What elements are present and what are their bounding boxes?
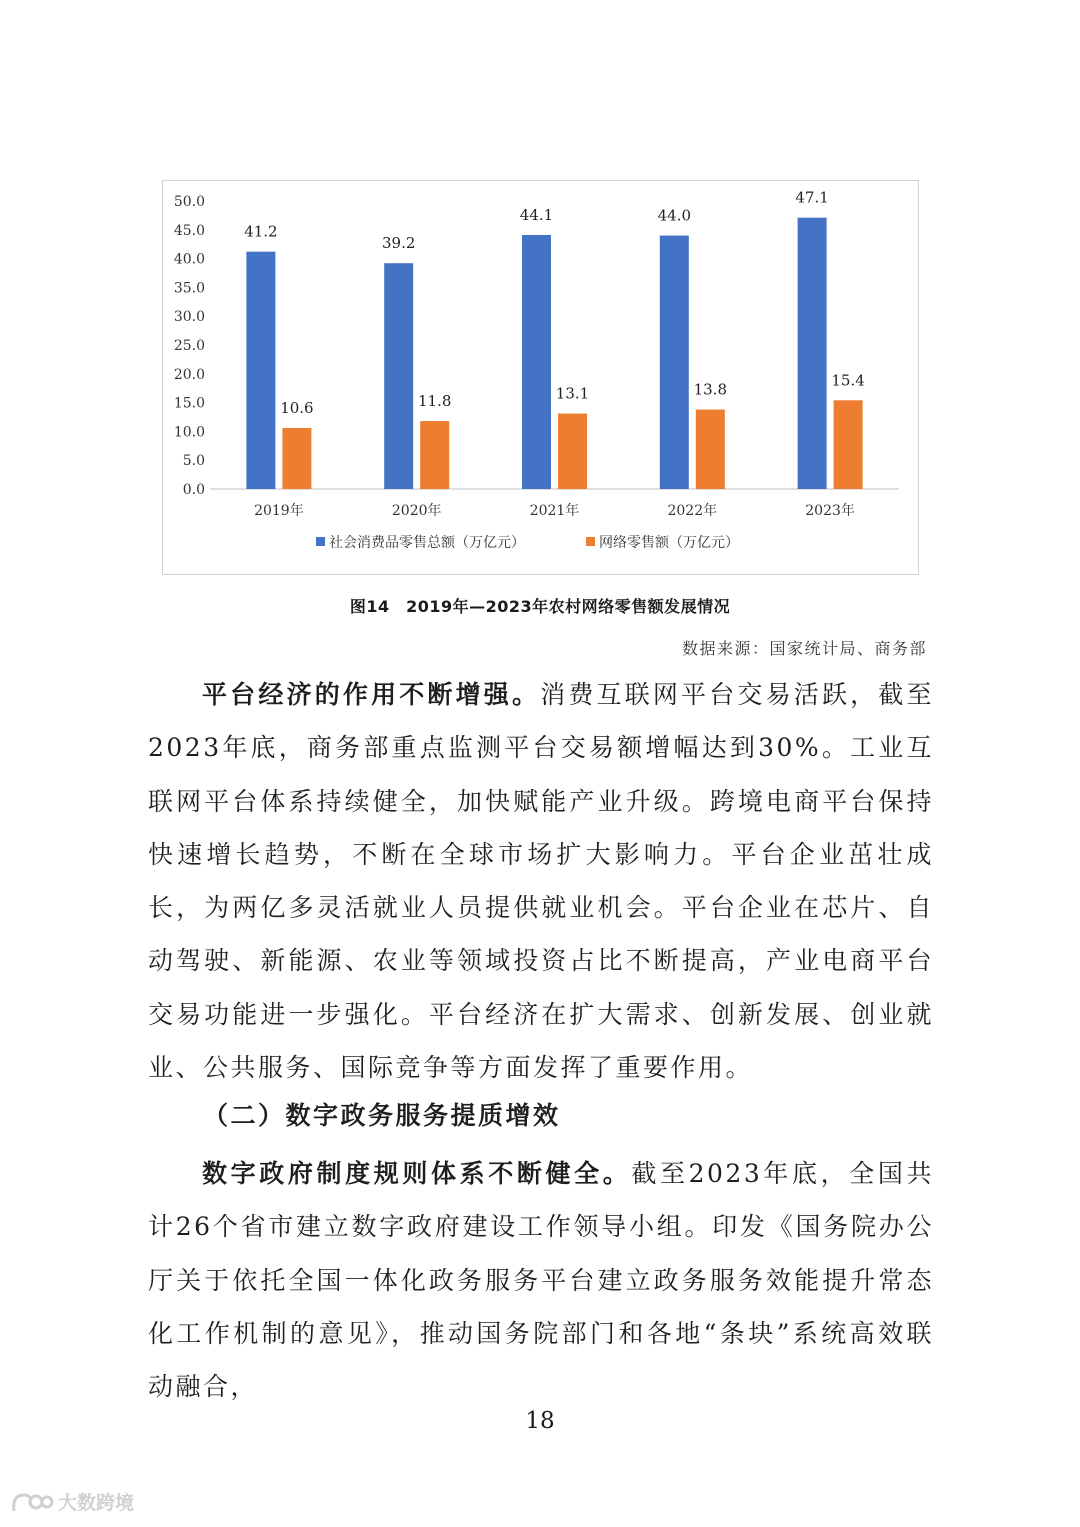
watermark [10,1488,134,1515]
bar-online-retail [834,400,863,489]
bar-online-retail [420,421,449,489]
data-label: 10.6 [280,398,314,417]
data-label: 13.8 [693,380,728,399]
y-tick-label: 10.0 [173,424,205,441]
y-tick-label: 45.0 [173,222,205,239]
bar-retail-total [246,252,275,489]
y-tick-label: 25.0 [173,338,205,354]
data-label: 44.1 [519,205,554,224]
bar-retail-total [660,236,689,489]
data-source: 数据来源：国家统计局、商务部 [681,639,927,658]
legend-swatch-retail-total [316,537,325,546]
y-tick-label: 35.0 [173,280,205,297]
bar-retail-total [522,235,551,489]
data-label: 39.2 [381,234,416,253]
bar-retail-total [798,218,827,489]
paragraph-digital-government [148,1147,934,1413]
bar-chart [162,180,919,575]
figure-caption: 图14 2019年—2023年农村网络零售额发展情况 [349,597,731,616]
bar-retail-total [384,263,413,489]
section-heading: （二）数字政务服务提质增效 [203,1101,561,1130]
data-label: 15.4 [831,371,865,390]
data-label: 47.1 [795,188,829,207]
y-tick-label: 5.0 [182,453,205,470]
paragraph-platform-economy [148,668,934,1094]
x-tick-label: 2022年 [667,503,718,519]
page-number: 18 [525,1408,555,1434]
x-tick-label: 2023年 [805,503,855,519]
y-tick-label: 50.0 [173,194,205,210]
legend-label: 社会消费品零售总额（万亿元） [329,535,525,551]
watermark-text: 大数跨境 [58,1492,135,1514]
paragraph-lead: 平台经济的作用不断增强。 [202,680,541,709]
x-tick-label: 2019年 [254,503,304,519]
brand-logo-icon [10,1489,54,1515]
paragraph-body: 截至2023年底，全国共计26个省市建立数字政府建设工作领导小组。印发《国务院办公厅关于依托全国一体化政务服务平台建立政务服务效能提升常态化工作机制的意见》，推动国务院部门和各地“条块”系统高效联动融合， [148,1159,934,1402]
paragraph-lead: 数字政府制度规则体系不断健全。 [202,1159,632,1188]
y-tick-label: 0.0 [182,482,205,498]
bar-online-retail [696,410,725,489]
y-tick-label: 30.0 [173,309,205,326]
chart-canvas [163,181,920,576]
bar-online-retail [558,414,587,489]
data-label: 11.8 [417,392,452,411]
data-label: 44.0 [657,206,692,225]
legend-label: 网络零售额（万亿元） [599,535,739,551]
y-tick-label: 40.0 [173,251,205,268]
bar-online-retail [282,428,311,489]
data-label: 13.1 [555,384,590,403]
paragraph-body: 消费互联网平台交易活跃，截至2023年底，商务部重点监测平台交易额增幅达到30%。工业互联网平台体系持续健全，加快赋能产业升级。跨境电商平台保持快速增长趋势，不断在全球市场扩大影响力。平台企业茁壮成长，为两亿多灵活就业人员提供就业机会。平台企业在芯片、自动驾驶、新能源、农业等领域投资占比不断提高，产业电商平台交易功能进一步强化。平台经济在扩大需求、创新发展、创业就业、公共服务、国际竞争等方面发挥了重要作用。 [148,680,934,1083]
data-label: 41.2 [244,222,278,241]
x-tick-label: 2020年 [391,503,442,519]
legend-swatch-online-retail [586,537,595,546]
y-tick-label: 20.0 [173,366,205,383]
y-tick-label: 15.0 [173,395,205,412]
x-tick-label: 2021年 [529,503,580,519]
